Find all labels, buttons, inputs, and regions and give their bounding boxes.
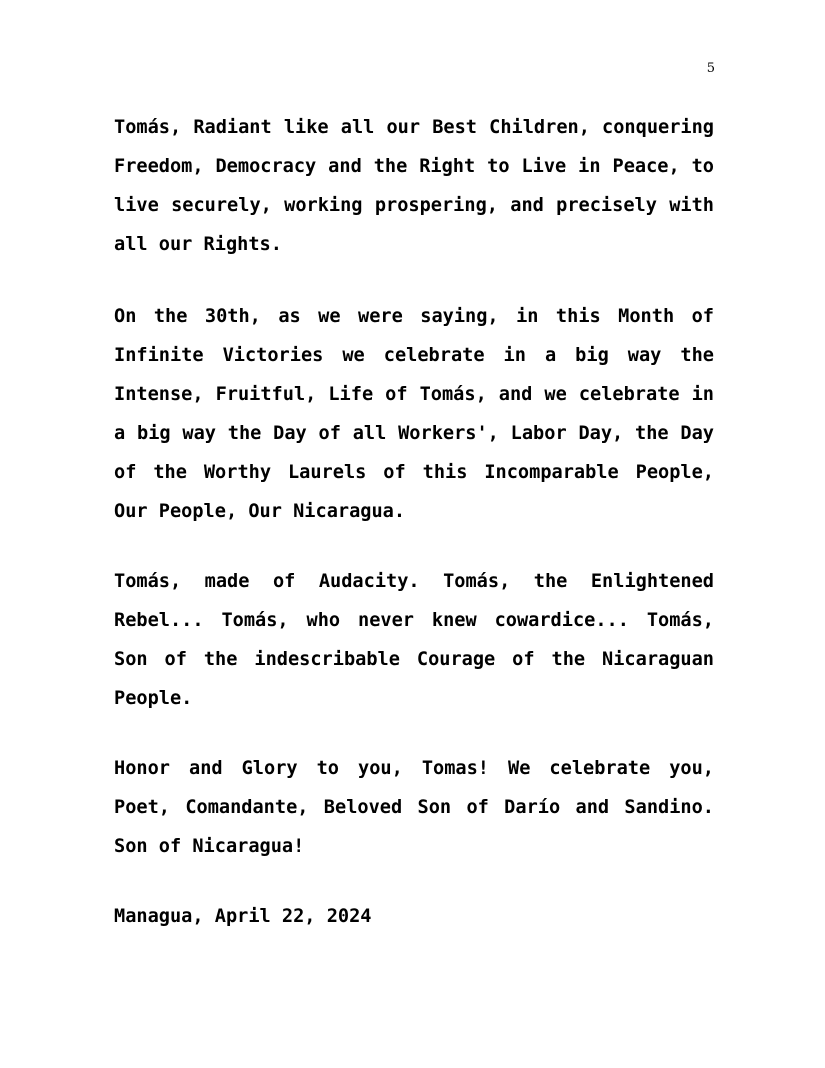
dateline: Managua, April 22, 2024 [114, 906, 372, 927]
paragraph: On the 30th, as we were saying, in this Month of Infinite Victories we celebrate in a big way the Intense, Fruitful, Life of Tomás, and we celebrate in a big way the Day of all Workers', Labor Day, the Day of the Worthy Laurels of this Incomparable People, Our People, Our Nicaragua. [114, 306, 714, 522]
paragraph: Tomás, made of Audacity. Tomás, the Enlightened Rebel... Tomás, who never knew cowardice... Tomás, Son of the indescribable Courage of the Nicaraguan People. [114, 571, 714, 709]
paragraph: Honor and Glory to you, Tomas! We celebrate you, Poet, Comandante, Beloved Son of Darío and Sandino. Son of Nicaragua! [114, 758, 714, 857]
document-body [114, 108, 714, 936]
paragraph: Tomás, Radiant like all our Best Children, conquering Freedom, Democracy and the Right to Live in Peace, to live securely, working prospering, and precisely with all our Rights. [114, 117, 714, 255]
page-number: 5 [706, 61, 715, 76]
